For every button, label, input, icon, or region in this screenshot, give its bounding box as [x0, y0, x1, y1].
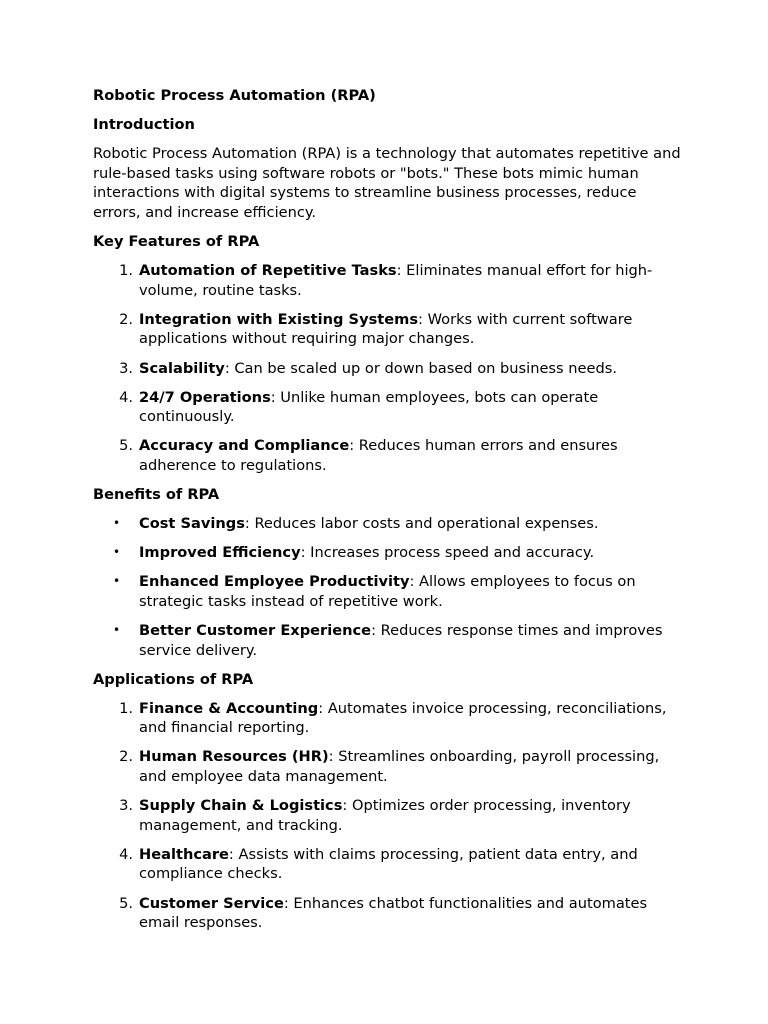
list-number: 1.	[119, 699, 133, 717]
list-number: 5.	[119, 437, 133, 455]
intro-heading: Introduction	[93, 116, 195, 134]
item-term: Integration with Existing Systems	[139, 310, 419, 328]
item-description: : Increases process speed and accuracy.	[300, 544, 595, 562]
item-term: Enhanced Employee Productivity	[139, 573, 410, 591]
item-description: : Reduces human errors and ensures adherence to regulations.	[139, 437, 618, 474]
item-description: : Unlike human employees, bots can operate continuously.	[139, 388, 599, 426]
item-term: Supply Chain & Logistics	[139, 797, 343, 815]
item-term: Automation of Repetitive Tasks	[139, 262, 397, 280]
features-heading: Key Features of RPA	[93, 233, 260, 251]
list-number: 3.	[119, 359, 133, 377]
list-number: 5.	[119, 894, 133, 912]
item-description: : Assists with claims processing, patient data entry, and compliance checks.	[139, 845, 638, 883]
list-item	[93, 845, 683, 884]
list-item	[93, 514, 683, 534]
document-title: Robotic Process Automation (RPA)	[93, 87, 376, 104]
item-term: Cost Savings	[139, 515, 245, 533]
bullet-icon: •	[113, 622, 121, 637]
list-item	[93, 543, 683, 563]
item-description: : Eliminates manual effort for high-volume, routine tasks.	[139, 262, 653, 299]
item-description: : Works with current software applications without requiring major changes.	[139, 310, 633, 348]
list-item	[93, 359, 683, 379]
list-number: 4.	[119, 388, 133, 406]
list-number: 4.	[119, 845, 133, 863]
applications-list	[93, 699, 683, 933]
item-description: : Reduces labor costs and operational expenses.	[244, 515, 599, 533]
item-description: : Allows employees to focus on strategic tasks instead of repetitive work.	[139, 573, 636, 610]
document-body	[93, 86, 683, 942]
list-item	[93, 261, 683, 300]
item-term: Scalability	[139, 359, 225, 377]
item-description: : Enhances chatbot functionalities and automates email responses.	[139, 894, 648, 932]
list-number: 3.	[119, 797, 133, 815]
item-term: Healthcare	[139, 845, 229, 863]
list-item	[93, 310, 683, 349]
bullet-icon: •	[113, 545, 121, 560]
intro-paragraph: Robotic Process Automation (RPA) is a technology that automates repetitive and rule-based tasks using software robots or "bots." These bots mimic human interactions with digital systems to streamline business processes, reduce errors, and increase efficiency.	[93, 145, 681, 221]
benefits-list	[93, 514, 683, 660]
list-item	[93, 621, 683, 660]
item-term: Improved Efficiency	[139, 544, 301, 562]
list-item	[93, 894, 683, 933]
item-term: Customer Service	[139, 894, 284, 912]
list-item	[93, 436, 683, 475]
features-list	[93, 261, 683, 475]
list-number: 1.	[119, 262, 133, 280]
item-description: : Streamlines onboarding, payroll processing, and employee data management.	[139, 748, 660, 786]
list-number: 2.	[119, 310, 133, 328]
item-description: : Optimizes order processing, inventory management, and tracking.	[139, 797, 631, 834]
item-term: Human Resources (HR)	[139, 748, 329, 766]
item-term: Better Customer Experience	[139, 621, 372, 639]
list-item	[93, 699, 683, 738]
item-term: 24/7 Operations	[139, 388, 271, 406]
list-item	[93, 796, 683, 835]
bullet-icon: •	[113, 574, 121, 589]
list-item	[93, 747, 683, 786]
list-item	[93, 388, 683, 427]
item-description: : Reduces response times and improves service delivery.	[139, 621, 663, 659]
bullet-icon: •	[113, 516, 121, 531]
item-term: Accuracy and Compliance	[139, 437, 350, 455]
list-item	[93, 572, 683, 611]
item-term: Finance & Accounting	[139, 699, 319, 717]
list-number: 2.	[119, 748, 133, 766]
item-description: : Automates invoice processing, reconciliations, and financial reporting.	[139, 699, 667, 737]
item-description: : Can be scaled up or down based on business needs.	[224, 359, 617, 377]
benefits-heading: Benefits of RPA	[93, 486, 220, 503]
applications-heading: Applications of RPA	[93, 670, 254, 688]
